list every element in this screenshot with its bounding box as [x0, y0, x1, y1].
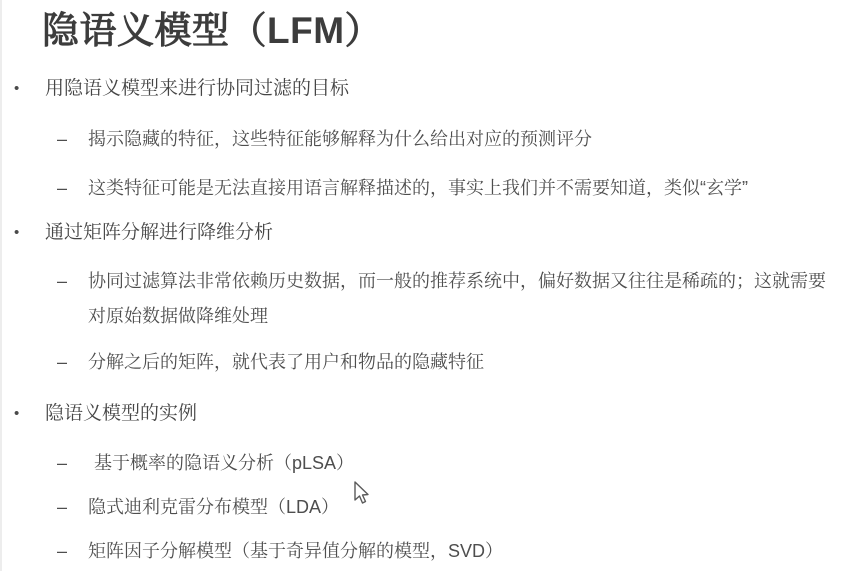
sub-bullet-item	[57, 351, 484, 373]
dash-icon: –	[57, 541, 68, 561]
dash-icon: –	[57, 497, 68, 517]
dash-icon: –	[57, 453, 68, 473]
sub-bullet-item	[57, 177, 748, 199]
bullet-dot-icon: •	[14, 405, 20, 422]
sub-bullet-label: 矩阵因子分解模型（基于奇异值分解的模型，SVD）	[88, 541, 504, 561]
slide-title: 隐语义模型（LFM）	[42, 10, 383, 51]
sub-bullet-label: 基于概率的隐语义分析（pLSA）	[94, 453, 355, 473]
sub-bullet-label: 隐式迪利克雷分布模型（LDA）	[88, 497, 340, 517]
bullet-label: 用隐语义模型来进行协同过滤的目标	[45, 78, 350, 99]
dash-icon: –	[57, 129, 68, 149]
sub-bullet-item	[57, 540, 503, 562]
sub-bullet-item	[57, 496, 339, 518]
sub-bullet-label: 这类特征可能是无法直接用语言解释描述的，事实上我们并不需要知道，类似“玄学”	[88, 178, 748, 198]
dash-icon: –	[57, 352, 68, 372]
sub-bullet-label: 揭示隐藏的特征，这些特征能够解释为什么给出对应的预测评分	[88, 129, 592, 149]
sub-bullet-item	[57, 128, 592, 150]
sub-bullet-item	[57, 452, 354, 474]
bullet-label: 隐语义模型的实例	[45, 403, 198, 424]
dash-icon: –	[57, 178, 68, 198]
bullet-label: 通过矩阵分解进行降维分析	[45, 222, 274, 243]
bullet-item-2	[14, 222, 273, 244]
bullet-item-1	[14, 78, 349, 100]
sub-bullet-label: 分解之后的矩阵，就代表了用户和物品的隐藏特征	[88, 352, 484, 372]
dash-icon: –	[57, 271, 68, 291]
sub-bullet-label: 协同过滤算法非常依赖历史数据，而一般的推荐系统中，偏好数据又往往是稀疏的；这就需要对原始数据做降维处理	[88, 271, 826, 326]
sub-bullet-item	[57, 264, 833, 334]
bullet-dot-icon: •	[14, 224, 20, 241]
bullet-dot-icon: •	[14, 80, 20, 97]
mouse-cursor-icon	[353, 481, 370, 505]
bullet-item-3	[14, 403, 197, 425]
